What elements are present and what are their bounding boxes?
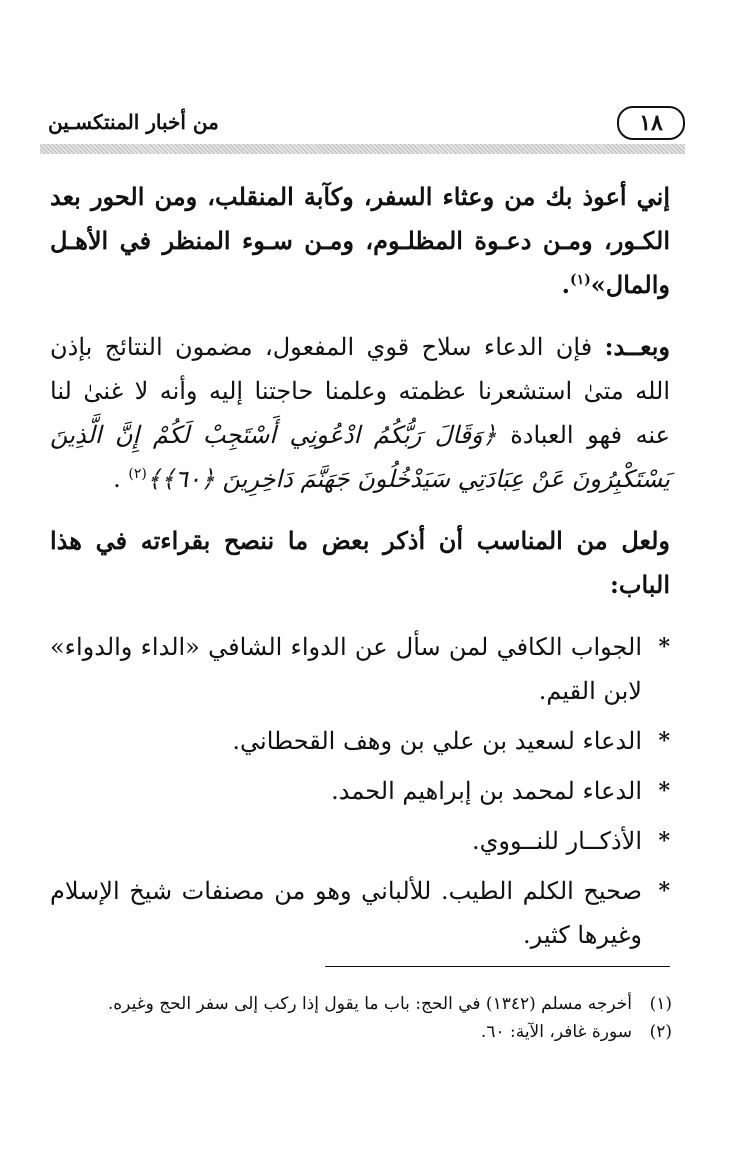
bullet-icon: * bbox=[658, 728, 670, 754]
footnotes bbox=[60, 990, 672, 1046]
footnote bbox=[60, 990, 672, 1018]
paragraph-1 bbox=[50, 175, 670, 307]
paragraph-1-text: إني أعوذ بك من وعثاء السفر، وكآبة المنقلب، ومن الحور بعد الكـور، ومـن دعـوة المظلـوم، ومـن سـوء المنظر في الأهـل والمال» bbox=[50, 182, 670, 299]
bullet-icon: * bbox=[658, 828, 670, 854]
reading-list bbox=[50, 625, 670, 957]
footnote bbox=[60, 1018, 672, 1046]
quran-verse: ﴿وَقَالَ رَبُّكُمُ ادْعُونِي أَسْتَجِبْ لَكُمْ إِنَّ الَّذِينَ يَسْتَكْبِرُونَ عَنْ عِبَادَتِي سَيَدْخُلُونَ جَهَنَّمَ دَاخِرِينَ ﴿٦٠﴾﴾ bbox=[50, 421, 670, 493]
footnote-number: (٢) bbox=[649, 1022, 672, 1042]
list-item bbox=[50, 625, 670, 713]
footnote-divider bbox=[325, 966, 670, 967]
paragraph-2-end: . bbox=[113, 465, 121, 493]
paragraph-2-text: فإن الدعاء سلاح قوي المفعول، مضمون النتائج بإذن الله متىٰ استشعرنا عظمته وعلمنا حاجتنا إليه وأنه لا غنىٰ لنا عنه فهو العبادة bbox=[50, 333, 670, 449]
body-text bbox=[50, 175, 670, 963]
footnote-ref-1: (١) bbox=[570, 272, 591, 288]
bullet-icon: * bbox=[658, 878, 670, 904]
list-item bbox=[50, 819, 670, 863]
bullet-icon: * bbox=[658, 634, 670, 660]
list-item bbox=[50, 869, 670, 957]
footnote-ref-2: (٢) bbox=[128, 466, 147, 482]
list-item-text: الدعاء لسعيد بن علي بن وهف القحطاني. bbox=[232, 727, 642, 755]
page-number: ١٨ bbox=[617, 106, 685, 140]
list-item bbox=[50, 719, 670, 763]
list-item-text: الأذكــار للنــووي. bbox=[471, 827, 642, 855]
running-title: من أخبار المنتكسـين bbox=[48, 110, 219, 134]
header-divider bbox=[40, 144, 685, 154]
paragraph-3: ولعل من المناسب أن أذكر بعض ما ننصح بقراءته في هذا الباب: bbox=[50, 526, 670, 599]
list-item-text: صحيح الكلم الطيب. للألباني وهو من مصنفات شيخ الإسلام وغيرها كثير. bbox=[50, 877, 642, 949]
footnote-text: أخرجه مسلم (١٣٤٢) في الحج: باب ما يقول إذا ركب إلى سفر الحج وغيره. bbox=[107, 994, 632, 1014]
footnote-number: (١) bbox=[649, 994, 672, 1014]
paragraph-1-end: . bbox=[561, 270, 571, 299]
paragraph-2 bbox=[50, 325, 670, 501]
page-header bbox=[40, 100, 685, 150]
paragraph-2-lead: وبعــد: bbox=[604, 332, 670, 361]
bullet-icon: * bbox=[658, 778, 670, 804]
list-item-text: الدعاء لمحمد بن إبراهيم الحمد. bbox=[331, 777, 642, 805]
footnote-text: سورة غافر، الآية: ٦٠. bbox=[480, 1022, 632, 1042]
list-item bbox=[50, 769, 670, 813]
list-item-text: الجواب الكافي لمن سأل عن الدواء الشافي «الداء والدواء» لابن القيم. bbox=[50, 633, 642, 705]
